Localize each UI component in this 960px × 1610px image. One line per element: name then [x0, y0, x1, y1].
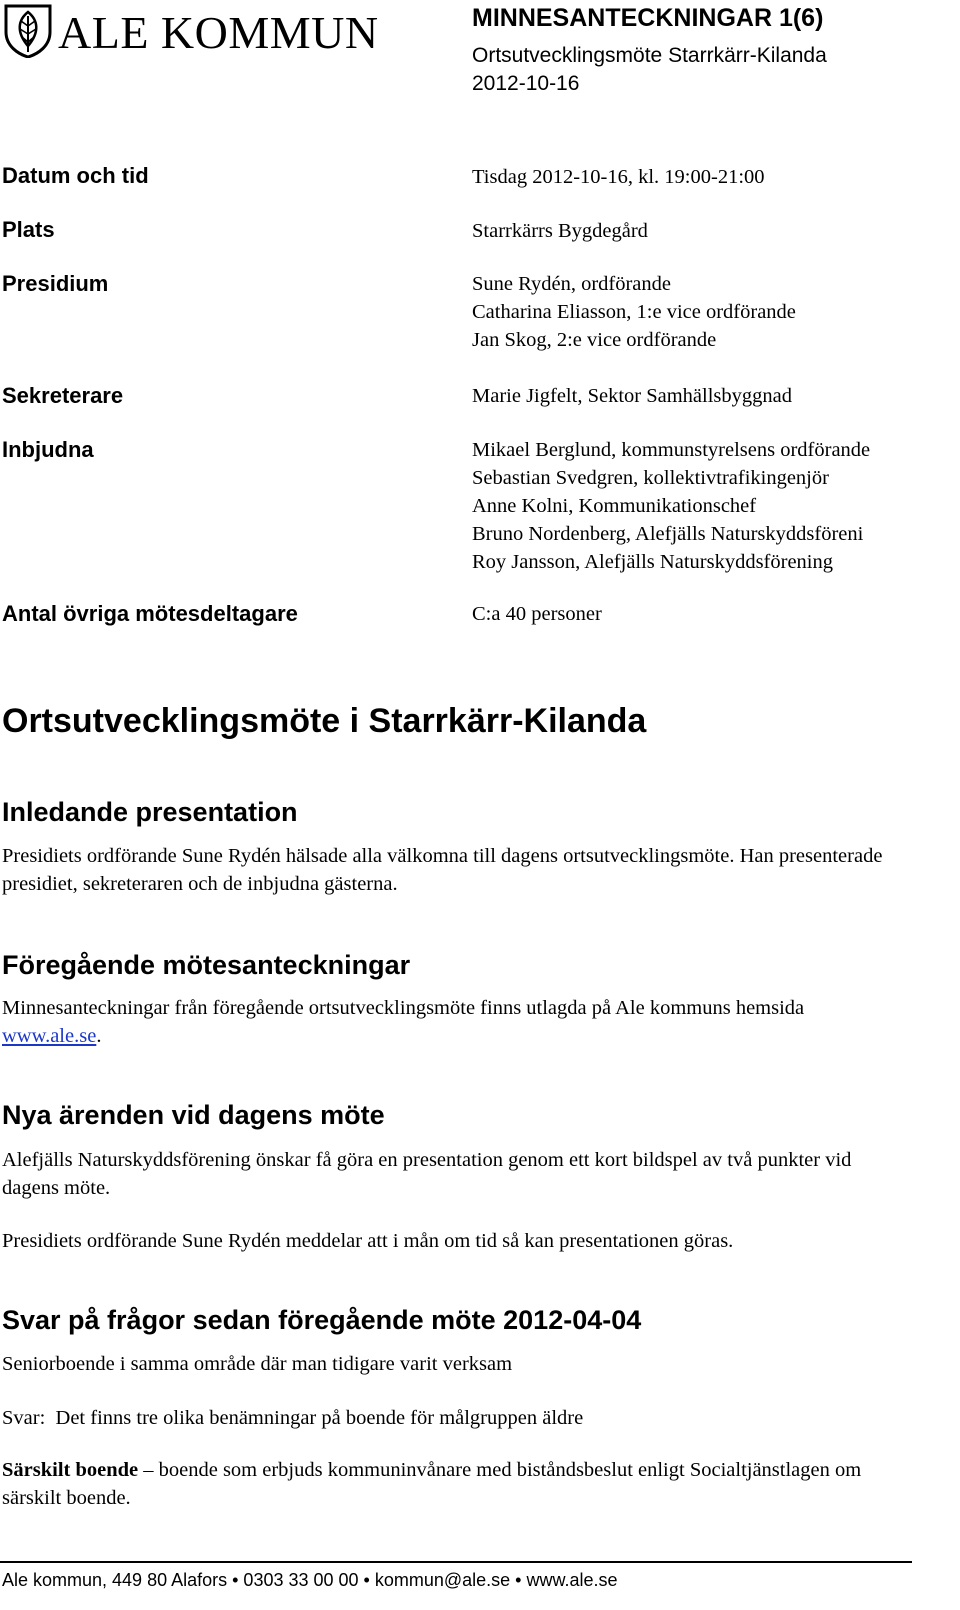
website-link[interactable]: www.ale.se	[2, 1025, 97, 1047]
presidium-member: Sune Rydén, ordförande	[472, 273, 672, 295]
footer-divider	[0, 1561, 912, 1563]
term-definition: – boende som erbjuds kommuninvånare med biståndsbeslut enligt Socialtjänstlagen om särskilt boende.	[2, 1459, 862, 1509]
meeting-date: 2012-10-16	[472, 72, 580, 95]
main-heading: Ortsutvecklingsmöte i Starrkärr-Kilanda	[2, 702, 647, 740]
meeting-title: Ortsutvecklingsmöte Starrkärr-Kilanda	[472, 44, 827, 67]
label-inbjudna: Inbjudna	[2, 437, 94, 462]
ale-kommun-logo	[0, 0, 380, 60]
value-antal: C:a 40 personer	[472, 603, 602, 625]
paragraph-svar-2: Svar: Det finns tre olika benämningar på boende för målgruppen äldre	[2, 1407, 584, 1429]
invited-guest: Roy Jansson, Alefjälls Naturskyddsförening	[472, 551, 833, 573]
shield-leaf-icon	[2, 2, 54, 58]
value-sekreterare: Marie Jigfelt, Sektor Samhällsbyggnad	[472, 385, 792, 407]
invited-guest: Sebastian Svedgren, kollektivtrafikingenjör	[472, 467, 829, 489]
section-heading-inledande: Inledande presentation	[2, 797, 298, 827]
value-presidium	[472, 270, 942, 354]
footer-contact: Ale kommun, 449 80 Alafors • 0303 33 00 00 • kommun@ale.se • www.ale.se	[2, 1570, 618, 1590]
label-presidium: Presidium	[2, 271, 109, 296]
org-name: ALE KOMMUN	[58, 7, 379, 58]
term-sarskilt-boende: Särskilt boende	[2, 1459, 139, 1481]
paragraph-inledande: Presidiets ordförande Sune Rydén hälsade alla välkomna till dagens ortsutvecklingsmöte. Han presenterade presidiet, sekreteraren och de inbjudna gästerna.	[2, 845, 883, 895]
paragraph-svar-1: Seniorboende i samma område där man tidigare varit verksam	[2, 1353, 513, 1375]
paragraph-nya-arenden-2: Presidiets ordförande Sune Rydén meddelar att i mån om tid så kan presentationen göras.	[2, 1230, 734, 1252]
paragraph-foregaende	[2, 994, 902, 1050]
invited-guest: Anne Kolni, Kommunikationschef	[472, 495, 757, 517]
value-datum: Tisdag 2012-10-16, kl. 19:00-21:00	[472, 166, 765, 188]
invited-guest: Mikael Berglund, kommunstyrelsens ordförande	[472, 439, 871, 461]
presidium-member: Catharina Eliasson, 1:e vice ordförande	[472, 301, 796, 323]
value-plats: Starrkärrs Bygdegård	[472, 220, 648, 242]
label-antal: Antal övriga mötesdeltagare	[2, 601, 298, 626]
paragraph-nya-arenden-1: Alefjälls Naturskyddsförening önskar få göra en presentation genom ett kort bildspel av två punkter vid dagens möte.	[2, 1149, 852, 1199]
label-sekreterare: Sekreterare	[2, 383, 124, 408]
value-inbjudna	[472, 436, 942, 576]
paragraph-svar-3	[2, 1456, 902, 1512]
section-heading-foregaende: Föregående mötesanteckningar	[2, 950, 411, 980]
label-datum: Datum och tid	[2, 163, 149, 188]
presidium-member: Jan Skog, 2:e vice ordförande	[472, 329, 717, 351]
section-heading-nya-arenden: Nya ärenden vid dagens möte	[2, 1100, 385, 1130]
document-type: MINNESANTECKNINGAR 1(6)	[472, 4, 824, 32]
invited-guest: Bruno Nordenberg, Alefjälls Naturskyddsföreni	[472, 523, 864, 545]
paragraph-end: .	[96, 1025, 102, 1047]
paragraph-text: Minnesanteckningar från föregående ortsutvecklingsmöte finns utlagda på Ale kommuns hemsida	[2, 997, 805, 1019]
label-plats: Plats	[2, 217, 55, 242]
section-heading-svar: Svar på frågor sedan föregående möte 2012-04-04	[2, 1305, 642, 1335]
